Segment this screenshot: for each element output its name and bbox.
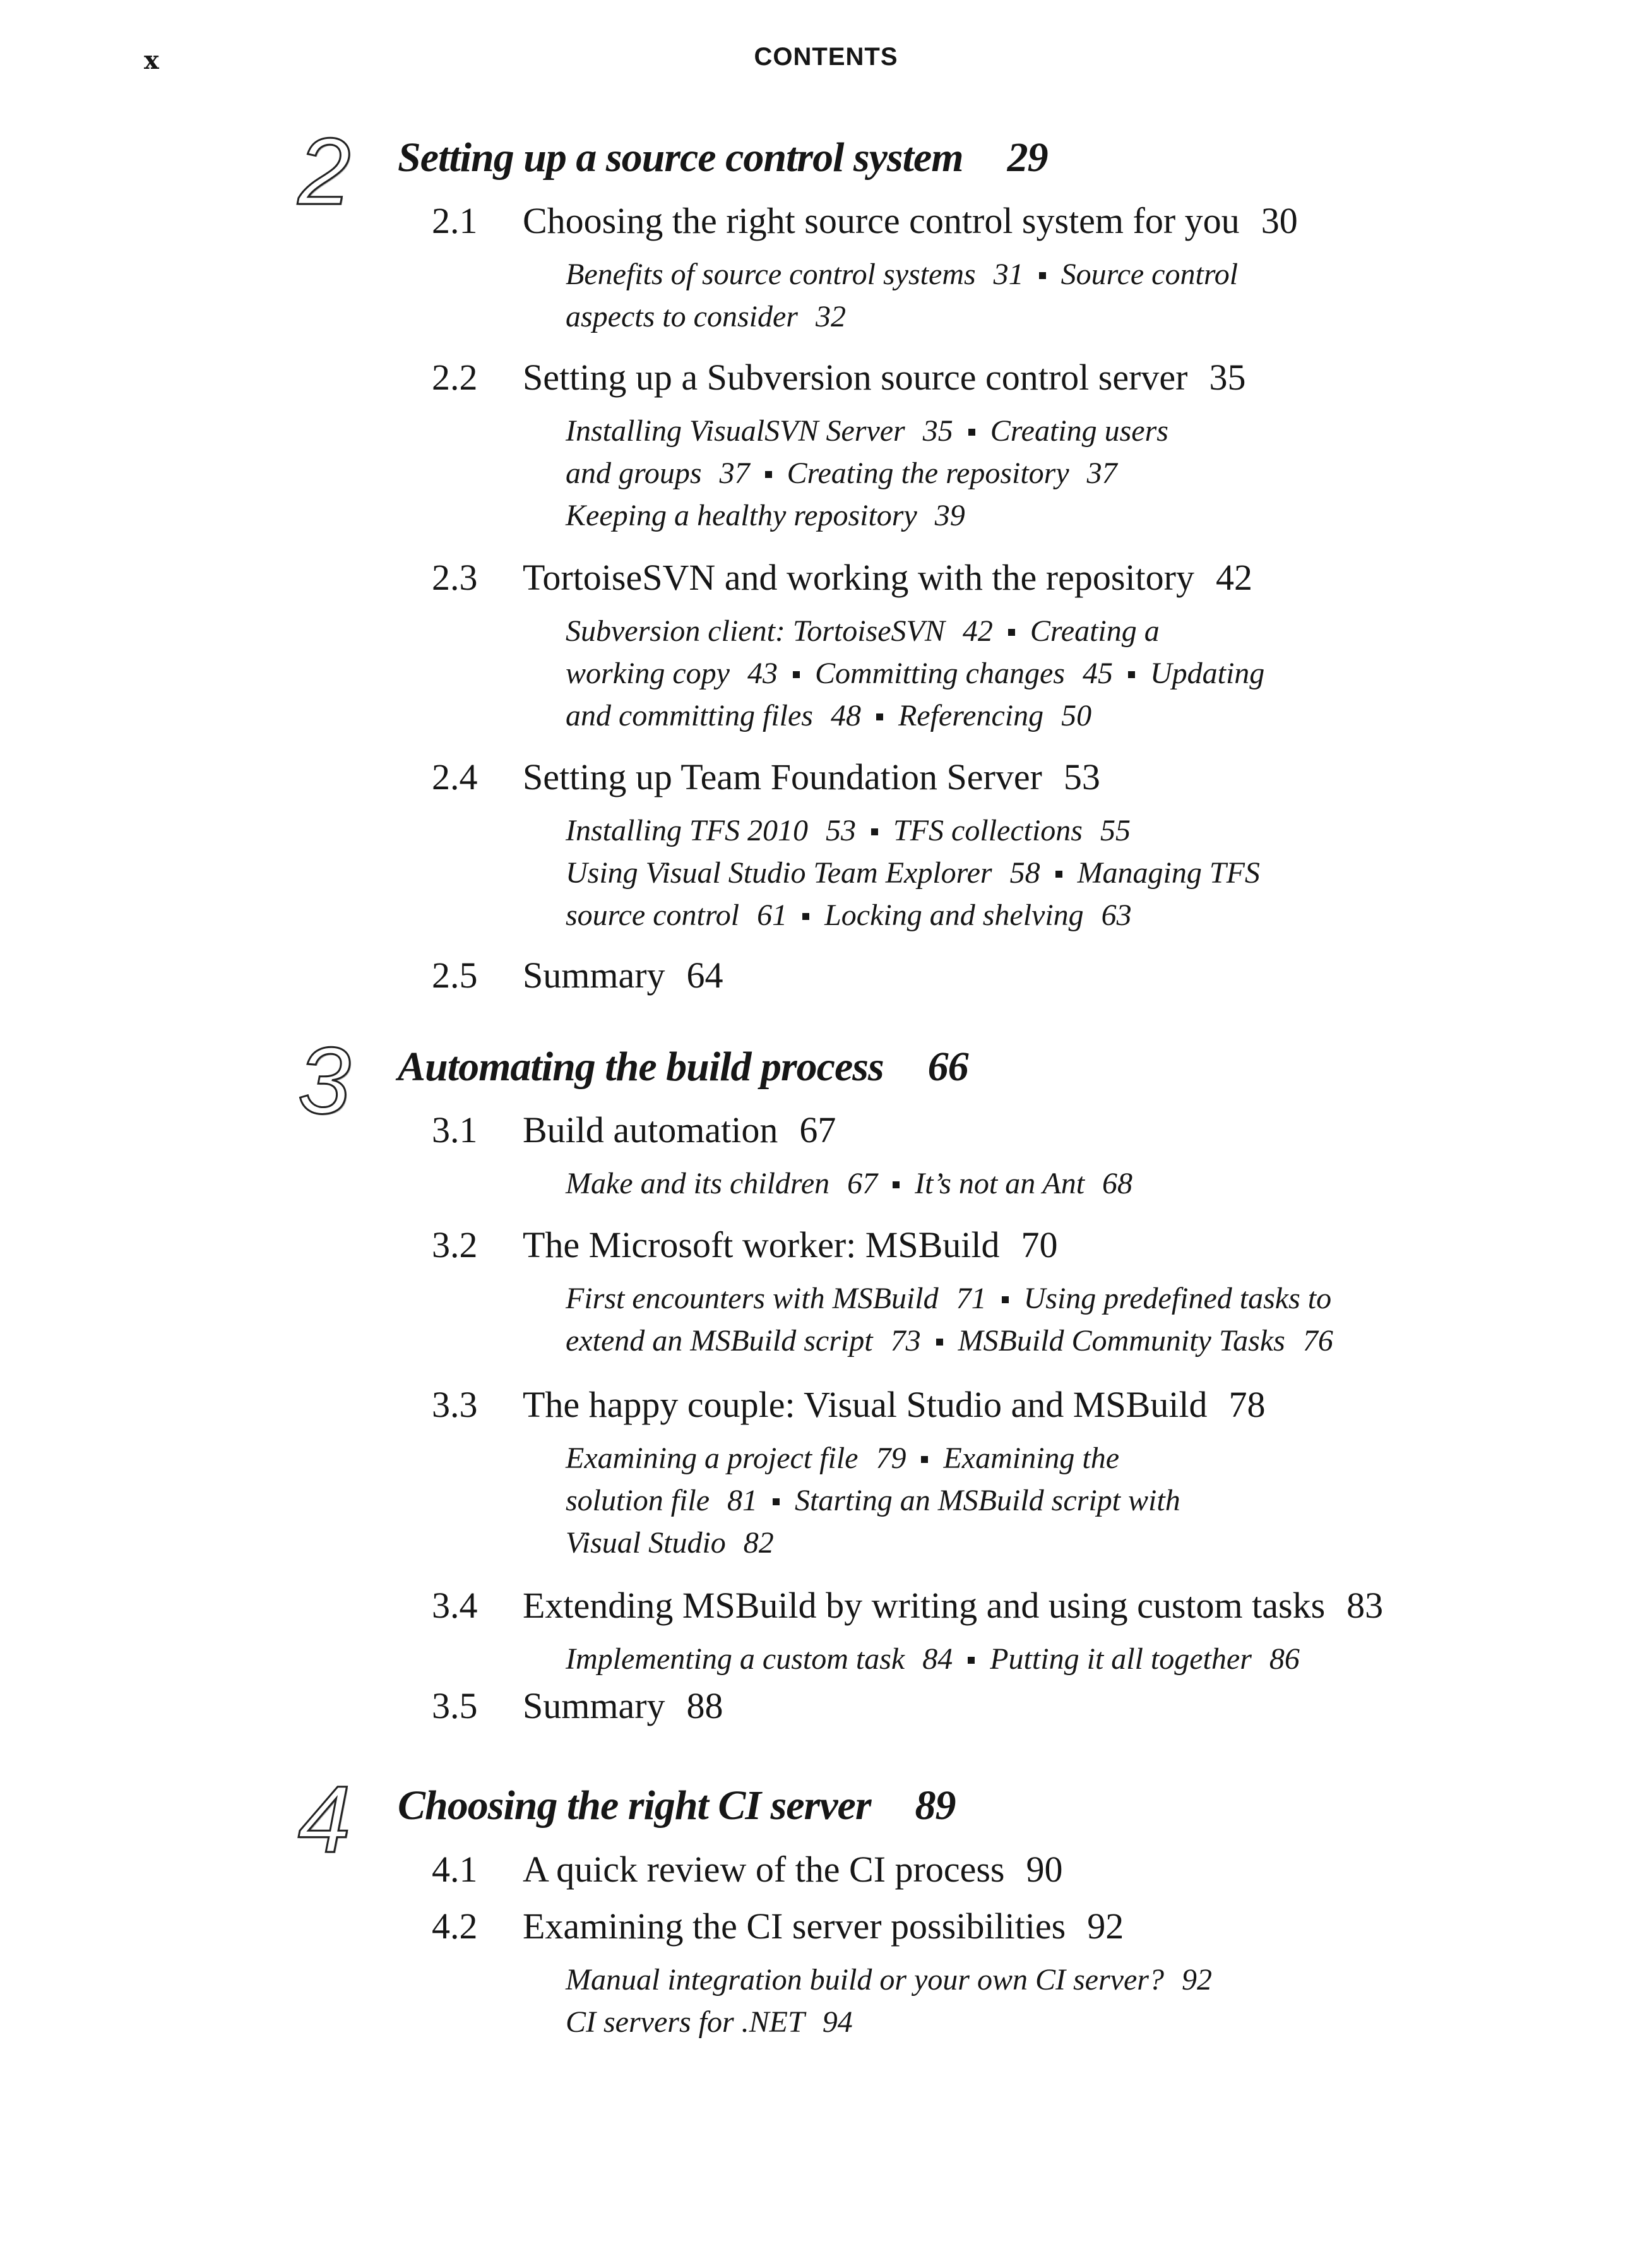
bullet-separator [1128,671,1135,678]
subtopic-list [566,1277,1512,1362]
subtopic-entry[interactable] [566,300,846,333]
subtopic-title: Visual Studio [566,1526,726,1560]
section-number: 3.4 [432,1585,478,1626]
subtopic-entry[interactable] [958,1324,1333,1358]
subtopic-page: 45 [1082,657,1113,690]
subtopic-line [566,695,1512,737]
subtopic-list [566,610,1512,737]
subtopic-list [566,253,1512,338]
section-entry[interactable] [523,199,1298,243]
subtopic-entry[interactable] [566,1484,758,1517]
subtopic-line [566,2001,1512,2043]
subtopic-line [566,652,1512,695]
chapter-page: 29 [1007,134,1048,181]
section-entry[interactable] [523,1904,1124,1949]
subtopic-entry[interactable] [566,1963,1212,1996]
subtopic-entry[interactable] [566,657,778,690]
subtopic-entry[interactable] [824,898,1132,932]
section-number: 4.1 [432,1849,478,1890]
subtopic-entry[interactable] [990,414,1168,448]
subtopic-title: aspects to consider [566,300,798,333]
subtopic-title: source control [566,898,740,932]
chapter-title-text: Setting up a source control system [398,134,963,181]
section-entry[interactable] [523,1584,1383,1628]
subtopic-page: 55 [1100,814,1131,847]
subtopic-entry[interactable] [893,814,1131,847]
subtopic-entry[interactable] [795,1484,1180,1517]
subtopic-title: Installing VisualSVN Server [566,414,905,448]
section-title: A quick review of the CI process [523,1849,1005,1890]
subtopic-line [566,1638,1512,1680]
section-title: Choosing the right source control system for you [523,200,1240,241]
section-number: 3.1 [432,1109,478,1150]
subtopic-title: Using predefined tasks to [1023,1282,1332,1315]
subtopic-title: Creating the repository [787,457,1069,490]
section-page: 64 [686,955,723,996]
subtopic-page: 31 [993,258,1024,291]
chapter-page: 66 [927,1044,968,1090]
chapter-number: 4 [298,1766,351,1872]
subtopic-entry[interactable] [566,898,787,932]
subtopic-page: 53 [826,814,857,847]
subtopic-entry[interactable] [566,1282,987,1315]
subtopic-page: 94 [822,2005,853,2039]
bullet-separator [1002,1296,1009,1303]
subtopic-title: First encounters with MSBuild [566,1282,939,1315]
subtopic-page: 42 [962,614,993,648]
subtopic-title: working copy [566,657,730,690]
subtopic-title: MSBuild Community Tasks [958,1324,1285,1358]
subtopic-title: extend an MSBuild script [566,1324,873,1358]
subtopic-page: 79 [876,1441,906,1475]
subtopic-page: 39 [934,499,965,532]
section-number: 2.3 [432,557,478,598]
section-page: 92 [1087,1906,1124,1947]
subtopic-page: 61 [757,898,788,932]
section-entry[interactable] [523,556,1252,600]
section-entry[interactable] [523,1383,1266,1427]
subtopic-entry[interactable] [566,457,750,490]
section-page: 90 [1026,1849,1063,1890]
section-page: 67 [799,1109,836,1150]
subtopic-entry[interactable] [1150,657,1264,690]
running-head: CONTENTS [754,43,898,71]
subtopic-page: 35 [922,414,953,448]
subtopic-entry[interactable] [566,1526,774,1560]
section-title: Extending MSBuild by writing and using custom tasks [523,1585,1326,1626]
section-number: 2.2 [432,357,478,398]
subtopic-page: 86 [1269,1642,1300,1676]
subtopic-line [566,253,1512,295]
subtopic-title: Subversion client: TortoiseSVN [566,614,945,648]
subtopic-line [566,610,1512,652]
subtopic-entry[interactable] [566,1324,921,1358]
bullet-separator [793,671,800,678]
bullet-separator [936,1339,943,1346]
bullet-separator [1008,629,1015,636]
subtopic-entry[interactable] [1061,258,1238,291]
subtopic-entry[interactable] [943,1441,1119,1475]
subtopic-list [566,1638,1512,1680]
subtopic-entry[interactable] [566,1441,906,1475]
subtopic-title: Using Visual Studio Team Explorer [566,856,992,890]
subtopic-entry[interactable] [787,457,1117,490]
subtopic-entry[interactable] [898,699,1091,732]
subtopic-line [566,809,1512,852]
subtopic-entry[interactable] [566,1167,877,1200]
subtopic-title: Source control [1061,258,1239,291]
subtopic-entry[interactable] [566,2005,853,2039]
subtopic-line [566,452,1512,494]
bullet-separator [968,429,975,436]
section-page: 30 [1261,200,1298,241]
subtopic-page: 68 [1102,1167,1133,1200]
subtopic-line [566,410,1512,452]
bullet-separator [773,1498,780,1505]
section-number: 4.2 [432,1906,478,1947]
subtopic-title: TFS collections [893,814,1083,847]
subtopic-entry[interactable] [1030,614,1160,648]
subtopic-title: solution file [566,1484,710,1517]
subtopic-page: 71 [956,1282,987,1315]
subtopic-list [566,1959,1512,2043]
subtopic-entry[interactable] [990,1642,1300,1676]
chapter-page: 89 [915,1782,956,1829]
subtopic-entry[interactable] [566,814,856,847]
section-entry[interactable] [523,355,1245,400]
subtopic-page: 48 [830,699,861,732]
subtopic-page: 82 [743,1526,774,1560]
bullet-separator [921,1456,928,1463]
subtopic-line [566,1959,1512,2001]
subtopic-title: Updating [1150,657,1265,690]
subtopic-title: Starting an MSBuild script with [795,1484,1180,1517]
section-entry[interactable] [523,1223,1058,1267]
section-title: Examining the CI server possibilities [523,1906,1066,1947]
bullet-separator [871,828,878,835]
section-entry[interactable] [523,755,1100,799]
bullet-separator [876,713,883,720]
chapter-number: 2 [298,118,351,224]
subtopic-page: 76 [1302,1324,1333,1358]
subtopic-title: Installing TFS 2010 [566,814,809,847]
subtopic-entry[interactable] [566,699,861,732]
subtopic-title: Manual integration build or your own CI server? [566,1963,1164,1996]
subtopic-list [566,410,1512,537]
bullet-separator [802,913,809,920]
subtopic-entry[interactable] [815,657,1113,690]
subtopic-line [566,1320,1512,1362]
section-page: 42 [1215,557,1252,598]
subtopic-entry[interactable] [1078,856,1260,890]
section-page: 78 [1228,1384,1266,1425]
subtopic-entry[interactable] [566,258,1024,291]
section-number: 2.5 [432,955,478,996]
subtopic-entry[interactable] [566,1642,953,1676]
section-title: TortoiseSVN and working with the repository [523,557,1194,598]
bullet-separator [1055,871,1062,878]
subtopic-entry[interactable] [566,856,1040,890]
subtopic-title: and committing files [566,699,813,732]
subtopic-page: 67 [847,1167,878,1200]
section-page: 70 [1021,1224,1058,1265]
subtopic-page: 58 [1009,856,1040,890]
subtopic-title: Implementing a custom task [566,1642,905,1676]
subtopic-line [566,494,1512,537]
subtopic-title: Examining the [943,1441,1120,1475]
subtopic-title: Make and its children [566,1167,830,1200]
subtopic-title: Putting it all together [990,1642,1252,1676]
page-number: x [144,45,159,75]
section-title: Summary [523,955,665,996]
subtopic-line [566,1277,1512,1320]
bullet-separator [968,1657,975,1664]
subtopic-list [566,1162,1512,1205]
section-title: Setting up a Subversion source control server [523,357,1188,398]
chapter-title[interactable] [398,133,1048,183]
subtopic-line [566,894,1512,936]
subtopic-line [566,1479,1512,1522]
subtopic-line [566,295,1512,338]
subtopic-entry[interactable] [566,414,953,448]
subtopic-entry[interactable] [915,1167,1132,1200]
subtopic-page: 84 [922,1642,953,1676]
subtopic-list [566,1437,1512,1564]
subtopic-page: 73 [890,1324,921,1358]
subtopic-title: Locking and shelving [824,898,1084,932]
section-number: 2.1 [432,200,478,241]
subtopic-page: 43 [747,657,778,690]
subtopic-page: 81 [727,1484,758,1517]
subtopic-page: 37 [719,457,750,490]
subtopic-title: and groups [566,457,702,490]
subtopic-list [566,809,1512,936]
section-page: 88 [686,1685,723,1726]
section-title: Setting up Team Foundation Server [523,756,1042,797]
section-title: The Microsoft worker: MSBuild [523,1224,1000,1265]
subtopic-title: Committing changes [814,657,1065,690]
section-number: 3.5 [432,1685,478,1726]
subtopic-page: 37 [1086,457,1117,490]
section-entry[interactable] [523,1108,836,1152]
section-number: 3.3 [432,1384,478,1425]
section-page: 53 [1063,756,1100,797]
subtopic-line [566,1522,1512,1564]
chapter-number: 3 [298,1027,351,1133]
subtopic-line [566,852,1512,894]
subtopic-page: 50 [1061,699,1092,732]
subtopic-title: CI servers for .NET [566,2005,805,2039]
subtopic-title: Referencing [898,699,1044,732]
chapter-title-text: Choosing the right CI server [398,1782,871,1829]
subtopic-page: 32 [815,300,846,333]
subtopic-title: Keeping a healthy repository [566,499,917,532]
subtopic-entry[interactable] [566,499,965,532]
subtopic-line [566,1162,1512,1205]
section-page: 35 [1209,357,1246,398]
subtopic-title: Managing TFS [1077,856,1260,890]
chapter-title[interactable] [398,1781,956,1831]
section-title: The happy couple: Visual Studio and MSBuild [523,1384,1208,1425]
subtopic-page: 92 [1181,1963,1212,1996]
section-entry[interactable] [523,1684,723,1728]
section-title: Summary [523,1685,665,1726]
chapter-title-text: Automating the build process [398,1044,884,1090]
section-title: Build automation [523,1109,778,1150]
bullet-separator [893,1181,900,1188]
subtopic-title: Creating a [1030,614,1160,648]
chapter-title[interactable] [398,1042,968,1092]
subtopic-title: Benefits of source control systems [566,258,976,291]
subtopic-line [566,1437,1512,1479]
section-entry[interactable] [523,1847,1062,1892]
subtopic-title: Examining a project file [566,1441,859,1475]
bullet-separator [1039,272,1046,279]
subtopic-title: Creating users [990,414,1168,448]
section-number: 3.2 [432,1224,478,1265]
bullet-separator [765,471,772,478]
subtopic-page: 63 [1101,898,1132,932]
subtopic-title: It’s not an Ant [915,1167,1085,1200]
section-page: 83 [1346,1585,1384,1626]
subtopic-entry[interactable] [1024,1282,1332,1315]
section-number: 2.4 [432,756,478,797]
subtopic-entry[interactable] [566,614,993,648]
section-entry[interactable] [523,953,723,998]
